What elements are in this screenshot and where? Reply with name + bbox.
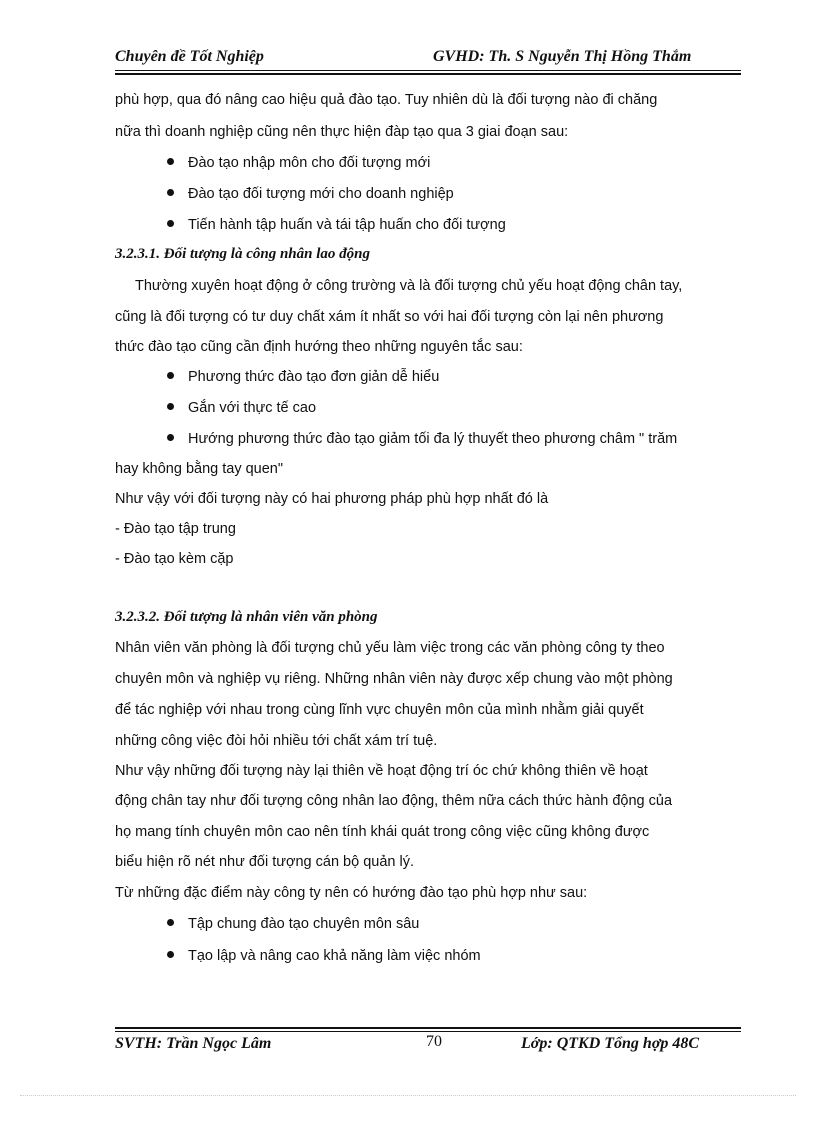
section-heading: 3.2.3.1. Đối tượng là công nhân lao động [115,246,370,262]
bullet-icon [167,220,174,227]
bullet-icon [167,951,174,958]
section-heading: 3.2.3.2. Đối tượng là nhân viên văn phòng [115,609,378,625]
dash-item: - Đào tạo tập trung [115,521,236,537]
footer-rule-thick [115,1027,741,1029]
bullet-item [167,186,454,202]
page-footer [115,1027,741,1057]
footer-right: Lớp: QTKD Tổng hợp 48C [521,1035,700,1052]
bullet-item [167,916,419,932]
page-edge-divider [20,1095,796,1096]
header-left: Chuyên đề Tốt Nghiệp [115,48,264,65]
text-line: chuyên môn và nghiệp vụ riêng. Những nhân viên này được xếp chung vào một phòng [115,671,673,687]
bullet-item [167,400,316,416]
text-line: hay không bằng tay quen" [115,461,284,477]
text-line: Từ những đặc điểm này công ty nên có hướng đào tạo phù hợp như sau: [115,885,588,901]
bullet-text: Hướng phương thức đào tạo giảm tối đa lý thuyết theo phương châm " trăm [188,431,678,447]
bullet-item [167,948,481,964]
bullet-icon [167,919,174,926]
bullet-text: Phương thức đào tạo đơn giản dễ hiểu [188,369,440,385]
text-line: những công việc đòi hỏi nhiều tới chất xám trí tuệ. [115,733,438,749]
bullet-item [167,155,430,171]
dash-item: - Đào tạo kèm cặp [115,551,234,567]
bullet-text: Tạo lập và nâng cao khả năng làm việc nhóm [188,948,481,964]
bullet-text: Đào tạo nhập môn cho đối tượng mới [188,155,431,171]
page-number: 70 [426,1033,442,1050]
footer-rule [115,1031,741,1032]
text-line: động chân tay như đối tượng công nhân lao động, thêm nữa cách thức hành động của [115,793,673,809]
text-line: nữa thì doanh nghiệp cũng nên thực hiện đàp tạo qua 3 giai đoạn sau: [115,124,569,140]
bullet-text: Tập chung đào tạo chuyên môn sâu [188,916,420,932]
bullet-icon [167,189,174,196]
header-right: GVHD: Th. S Nguyễn Thị Hồng Thắm [433,48,692,65]
bullet-icon [167,403,174,410]
page-header [115,48,741,70]
text-line: họ mang tính chuyên môn cao nên tính khái quát trong công việc cũng không được [115,824,650,840]
bullet-icon [167,434,174,441]
text-line: biểu hiện rõ nét như đối tượng cán bộ quản lý. [115,854,414,870]
bullet-icon [167,372,174,379]
header-rule-thick [115,73,741,75]
text-line: cũng là đối tượng có tư duy chất xám ít nhất so với hai đối tượng còn lại nên phương [115,309,664,325]
bullet-text: Tiến hành tập huấn và tái tập huấn cho đối tượng [188,217,506,233]
header-rule [115,70,741,71]
text-line: Như vậy những đối tượng này lại thiên về hoạt động trí óc chứ không thiên về hoạt [115,763,648,779]
text-line: Như vậy với đối tượng này có hai phương pháp phù hợp nhất đó là [115,491,549,507]
text-line: thức đào tạo cũng cần định hướng theo những nguyên tắc sau: [115,339,523,355]
bullet-icon [167,158,174,165]
text-line: Nhân viên văn phòng là đối tượng chủ yếu làm việc trong các văn phòng công ty theo [115,640,665,656]
bullet-item [167,217,506,233]
text-line: phù hợp, qua đó nâng cao hiệu quả đào tạo. Tuy nhiên dù là đối tượng nào đi chăng [115,92,658,108]
bullet-text: Đào tạo đối tượng mới cho doanh nghiệp [188,186,454,202]
bullet-text: Gắn với thực tế cao [188,400,317,416]
footer-left: SVTH: Trần Ngọc Lâm [115,1035,272,1052]
text-line: Thường xuyên hoạt động ở công trường và là đối tượng chủ yếu hoạt động chân tay, [135,278,683,294]
bullet-item [167,431,677,447]
text-line: để tác nghiệp với nhau trong cùng lĩnh vực chuyên môn của mình nhằm giải quyết [115,702,644,718]
bullet-item [167,369,439,385]
